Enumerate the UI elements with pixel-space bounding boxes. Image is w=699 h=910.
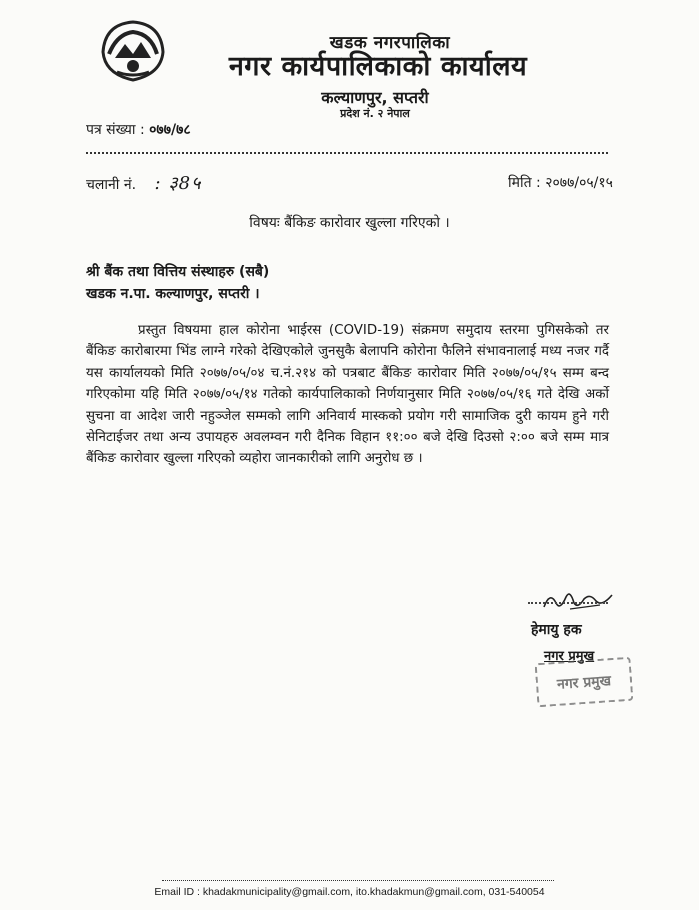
official-stamp [535,657,634,708]
dispatch-label: चलानी नं. [86,177,137,193]
date-label: मिति : [508,175,541,191]
date-value: २०७७/०५/१५ [545,175,613,191]
addressee-line-1: श्री बैंक तथा वित्तिय संस्थाहरु (सबै) [86,264,270,280]
header-divider [86,152,608,154]
letter-number-line [86,120,191,139]
municipality-emblem-icon [95,14,171,84]
footer-contact: Email ID : khadakmunicipality@gmail.com, ito.khadakmun@gmail.com, 031-540054 [154,886,545,898]
addressee-line-2: खडक न.पा. कल्याणपुर, सप्तरी । [86,286,260,302]
footer-divider [162,880,554,881]
header-place: कल्याणपुर, सप्तरी [321,88,429,107]
letter-number-value: ०७७/७८ [149,122,191,138]
dispatch-number-line [86,171,202,195]
stamp-text: नगर प्रमुख [556,672,612,693]
letter-number-label: पत्र संख्या : [86,122,145,138]
letter-body: प्रस्तुत विषयमा हाल कोरोना भाईरस (COVID-19) संक्रमण समुदाय स्तरमा पुगिसकेको तर बैंकिङ कारोबारमा भिंड लाग्ने गरेको देखिएकोले जुनसुकै बेलापनि कोरोना फैलिने संभावनालाई मध्य नजर गर्दै यस कार्यालयको मिति २०७७/०५/०४ च.नं.२१४ को पत्रबाट बैंकिङ कारोवार मिति २०७७/०५/१५ सम्म बन्द गरिएकोमा यहि मिति २०७७/०५/१४ गतेको कार्यपालिकाको निर्णयानुसार मिति २०७७/०५/१६ गते देखि अर्को सुचना वा आदेश जारी नहुञ्जेल सम्मको लागि अनिवार्य मास्कको प्रयोग गरी सामाजिक दुरी कायम हुने गरी सेनिटाईजर तथा अन्य उपायहरु अवलम्वन गरी दैनिक विहान ११:०० बजे देखि दिउसो २:०० बजे सम्म मात्र बैंकिङ कारोवार खुल्ला गरिएको व्यहोरा जानकारीको लागि अनुरोध छ । [86,323,609,467]
signatory-title: नगर प्रमुख [544,649,595,664]
header-office-title: नगर कार्यपालिकाको कार्यालय [228,51,528,82]
signature-icon [540,585,620,615]
signature-dotted-line [528,602,608,604]
header-municipality: खडक नगरपालिका [329,33,451,53]
dispatch-value: : ३8५ [154,173,202,194]
signatory-name: हेमायु हक [531,622,582,638]
date-line [508,173,613,192]
header-province: प्रदेश नं. २ नेपाल [340,107,410,120]
subject-line: विषयः बैंकिङ कारोवार खुल्ला गरिएको । [249,215,450,231]
